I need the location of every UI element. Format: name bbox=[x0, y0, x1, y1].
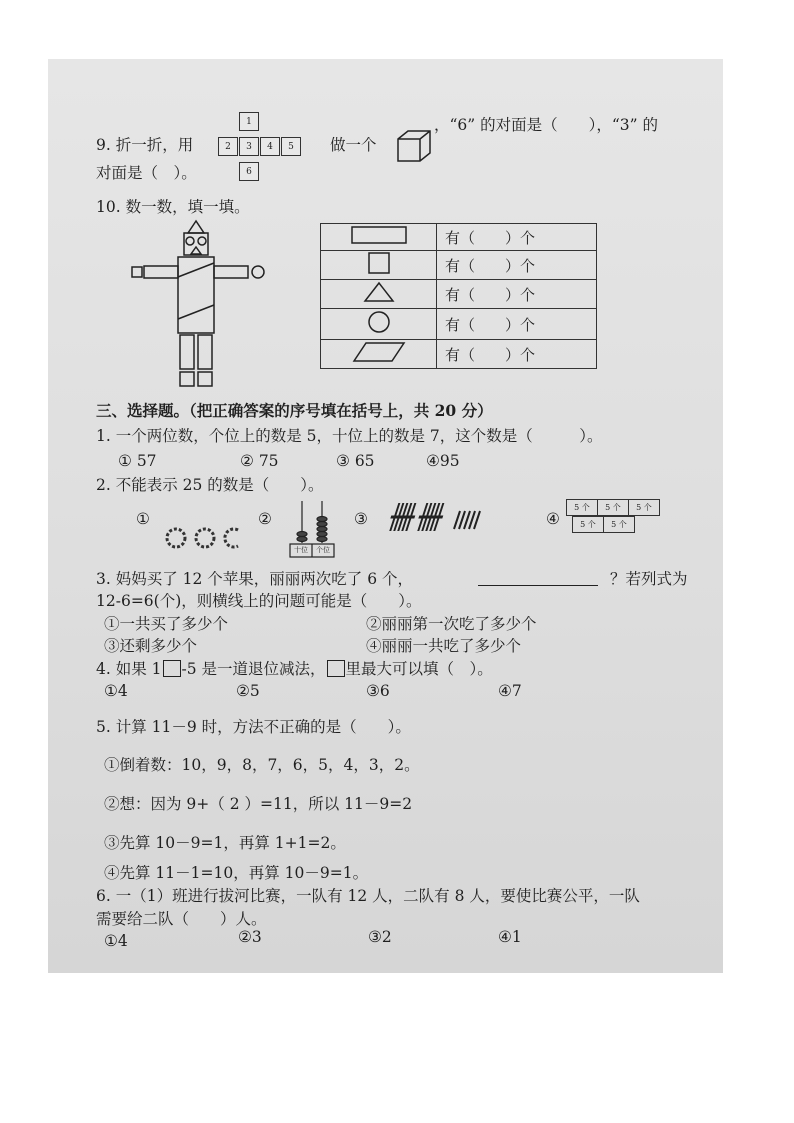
c3-option[interactable]: ②丽丽第一次吃了多少个 bbox=[366, 615, 537, 633]
c3-option[interactable]: ④丽丽一共吃了多少个 bbox=[366, 637, 522, 655]
c6-question: 6. 一（1）班进行拔河比赛，一队有 12 人，二队有 8 人，要使比赛公平，一队 bbox=[96, 887, 640, 905]
net-cell: 1 bbox=[239, 112, 259, 131]
cube-icon bbox=[396, 129, 432, 163]
table-row bbox=[321, 251, 597, 280]
c2-option[interactable]: ③ bbox=[354, 510, 368, 528]
parallelogram-icon bbox=[352, 341, 406, 363]
stick-bundles-figure bbox=[388, 499, 488, 533]
c1-question: 1. 一个两位数，个位上的数是 5，十位上的数是 7，这个数是（ ）。 bbox=[96, 427, 603, 445]
answer-cell[interactable]: 有（ ）个 bbox=[437, 309, 597, 340]
c5-option[interactable]: ③先算 10－9=1，再算 1+1=2。 bbox=[104, 834, 346, 852]
q10-title: 10. 数一数，填一填。 bbox=[96, 198, 250, 216]
square-icon bbox=[368, 252, 390, 274]
c4-option[interactable]: ④7 bbox=[498, 682, 522, 700]
worksheet-page bbox=[48, 59, 723, 973]
c5-option[interactable]: ④先算 11－1=10，再算 10－9=1。 bbox=[104, 864, 369, 882]
circle-icon bbox=[367, 310, 391, 334]
c5-option[interactable]: ①倒着数：10，9，8，7，6，5，4，3，2。 bbox=[104, 756, 420, 774]
answer-cell[interactable]: 有（ ）个 bbox=[437, 251, 597, 280]
section-3-title: 三、选择题。（把正确答案的序号填在括号上，共 20 分） bbox=[96, 401, 493, 420]
net-cell: 3 bbox=[239, 137, 259, 156]
blank-box[interactable] bbox=[327, 660, 345, 677]
c3-question-line2: 12-6=6(个)，则横线上的问题可能是（ ）。 bbox=[96, 592, 422, 610]
c6-option[interactable]: ②3 bbox=[238, 928, 262, 946]
table-row bbox=[321, 309, 597, 340]
abacus-label-tens: 十位 bbox=[294, 546, 308, 554]
answer-cell[interactable]: 有（ ）个 bbox=[437, 280, 597, 309]
rectangle-icon bbox=[351, 226, 407, 244]
table-row bbox=[321, 340, 597, 369]
net-cell: 4 bbox=[260, 137, 280, 156]
answer-cell[interactable]: 有（ ）个 bbox=[437, 340, 597, 369]
net-cell: 2 bbox=[218, 137, 238, 156]
q9-text-start: 9. 折一折，用 bbox=[96, 136, 194, 154]
robot-shapes-figure bbox=[126, 219, 271, 391]
triangle-icon bbox=[363, 281, 395, 303]
c6-question-line2: 需要给二队（ ）人。 bbox=[96, 910, 267, 928]
c3-answer-line[interactable] bbox=[478, 585, 598, 586]
c4-question: 4. 如果 1 -5 是一道退位减法， 里最大可以填（ ）。 bbox=[96, 660, 493, 678]
c4-option[interactable]: ③6 bbox=[366, 682, 390, 700]
c3-question-tail: ？若列式为 bbox=[610, 570, 688, 588]
c1-option[interactable]: ② 75 bbox=[240, 452, 279, 470]
answer-cell[interactable]: 有（ ）个 bbox=[437, 224, 597, 251]
table-row bbox=[321, 224, 597, 251]
c2-question: 2. 不能表示 25 的数是（ ）。 bbox=[96, 476, 324, 494]
c2-option[interactable]: ④ bbox=[546, 510, 560, 528]
c3-question: 3. 妈妈买了 12 个苹果，丽丽两次吃了 6 个， bbox=[96, 570, 414, 588]
c6-option[interactable]: ④1 bbox=[498, 928, 522, 946]
bead-rings-figure bbox=[160, 521, 250, 555]
c2-option[interactable]: ② bbox=[258, 510, 272, 528]
q9-text-end: ，“6” 的对面是（ ），“3” 的 bbox=[434, 116, 659, 134]
net-cell: 6 bbox=[239, 162, 259, 181]
c4-option[interactable]: ①4 bbox=[104, 682, 128, 700]
blank-box[interactable] bbox=[163, 660, 181, 677]
table-row bbox=[321, 280, 597, 309]
shape-count-table bbox=[320, 223, 597, 369]
five-boxes-figure: 5 个 5 个 5 个 5 个 5 个 bbox=[566, 499, 660, 533]
c6-option[interactable]: ①4 bbox=[104, 932, 128, 950]
c1-option[interactable]: ① 57 bbox=[118, 452, 157, 470]
c2-option[interactable]: ① bbox=[136, 510, 150, 528]
c6-option[interactable]: ③2 bbox=[368, 928, 392, 946]
abacus-label-ones: 个位 bbox=[316, 546, 330, 554]
c4-option[interactable]: ②5 bbox=[236, 682, 260, 700]
net-cell: 5 bbox=[281, 137, 301, 156]
c3-option[interactable]: ③还剩多少个 bbox=[104, 637, 198, 655]
q9-text-line2: 对面是（ ）。 bbox=[96, 164, 197, 182]
c3-option[interactable]: ①一共买了多少个 bbox=[104, 615, 229, 633]
c1-option[interactable]: ③ 65 bbox=[336, 452, 375, 470]
c5-question: 5. 计算 11－9 时，方法不正确的是（ ）。 bbox=[96, 718, 411, 736]
q9-cube-note: 做一个 bbox=[330, 136, 377, 154]
c1-option[interactable]: ④95 bbox=[426, 452, 460, 470]
c5-option[interactable]: ②想：因为 9+（ 2 ）=11，所以 11－9=2 bbox=[104, 795, 413, 813]
